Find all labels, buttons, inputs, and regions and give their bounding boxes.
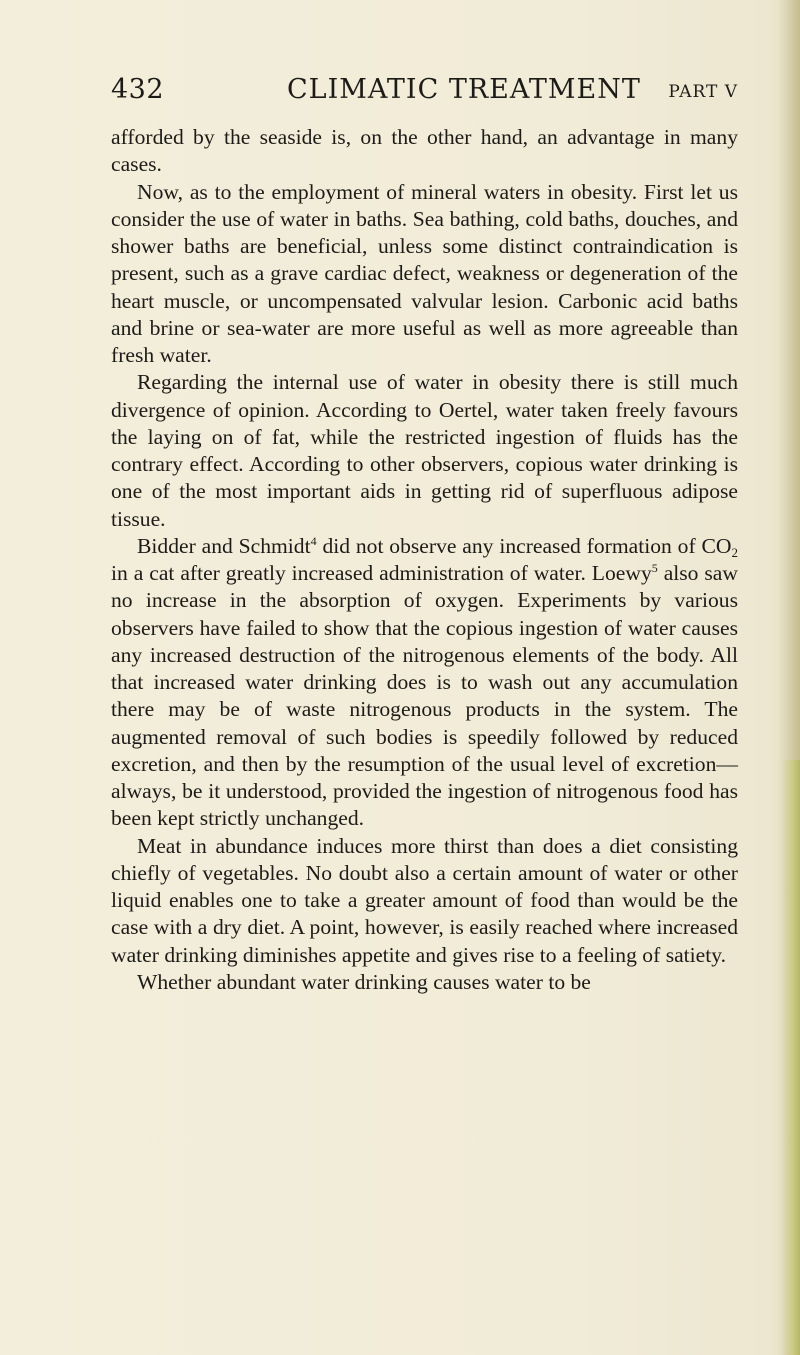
running-head: [111, 74, 738, 108]
paragraph-1: afforded by the seaside is, on the other hand, an advantage in many cases.: [111, 125, 738, 177]
paragraph-4-part-b: did not observe any increased formation of CO: [316, 533, 732, 558]
paragraph-5: Meat in abundance induces more thirst than does a diet consisting chiefly of vegetables. No doubt also a certain amount of water or other liquid enables one to take a greater amount of food than would be the case with a dry diet. A point, however, is easily reached where increased water drinking diminishes appetite and gives rise to a feeling of satiety.: [111, 833, 738, 967]
page-edge-stain: [782, 760, 800, 1355]
paragraph-4: [111, 533, 738, 833]
paragraph-4-part-c: in a cat after greatly increased administration of water. Loewy: [111, 561, 652, 585]
part-label: PART V: [668, 82, 738, 102]
paragraph-2: Now, as to the employment of mineral waters in obesity. First let us consider the use of water in baths. Sea bathing, cold baths, douches, and shower baths are beneficial, unless some distinct contraindication is present, such as a grave cardiac defect, weakness or degeneration of the heart muscle, or uncompensated valvular lesion. Carbonic acid baths and brine or sea-water are more useful as well as more agreeable than fresh water.: [111, 179, 738, 367]
paragraph-3: Regarding the internal use of water in obesity there is still much divergence of opinion. According to Oertel, water taken freely favours the laying on of fat, while the restricted ingestion of fluids has the contrary effect. According to other observers, copious water drinking is one of the most important aids in getting rid of superfluous adipose tissue.: [111, 370, 738, 531]
footnote-ref-4: 4: [310, 533, 317, 548]
co2-subscript: 2: [731, 544, 738, 560]
footnote-ref-5: 5: [651, 561, 658, 575]
paragraph-4-part-d: also saw no increase in the absorption of oxygen. Experiments by various observers have failed to show that the copious ingestion of water causes any increased destruction of the nitrogenous elements of the body. All that increased water drinking does is to wash out any accumulation there may be of waste nitrogenous products in the system. The augmented removal of such bodies is speedily followed by reduced excretion, and then by the resumption of the usual level of excretion— always, be it understood, provided the ingestion of nitrogenous food has been kept strictly unchanged.: [111, 561, 738, 831]
body-text: [111, 124, 738, 996]
paragraph-6: Whether abundant water drinking causes water to be: [137, 969, 591, 994]
running-title: CLIMATIC TREATMENT: [287, 74, 641, 105]
paragraph-4-part-a: Bidder and Schmidt: [137, 533, 311, 558]
page-number: 432: [111, 74, 165, 105]
